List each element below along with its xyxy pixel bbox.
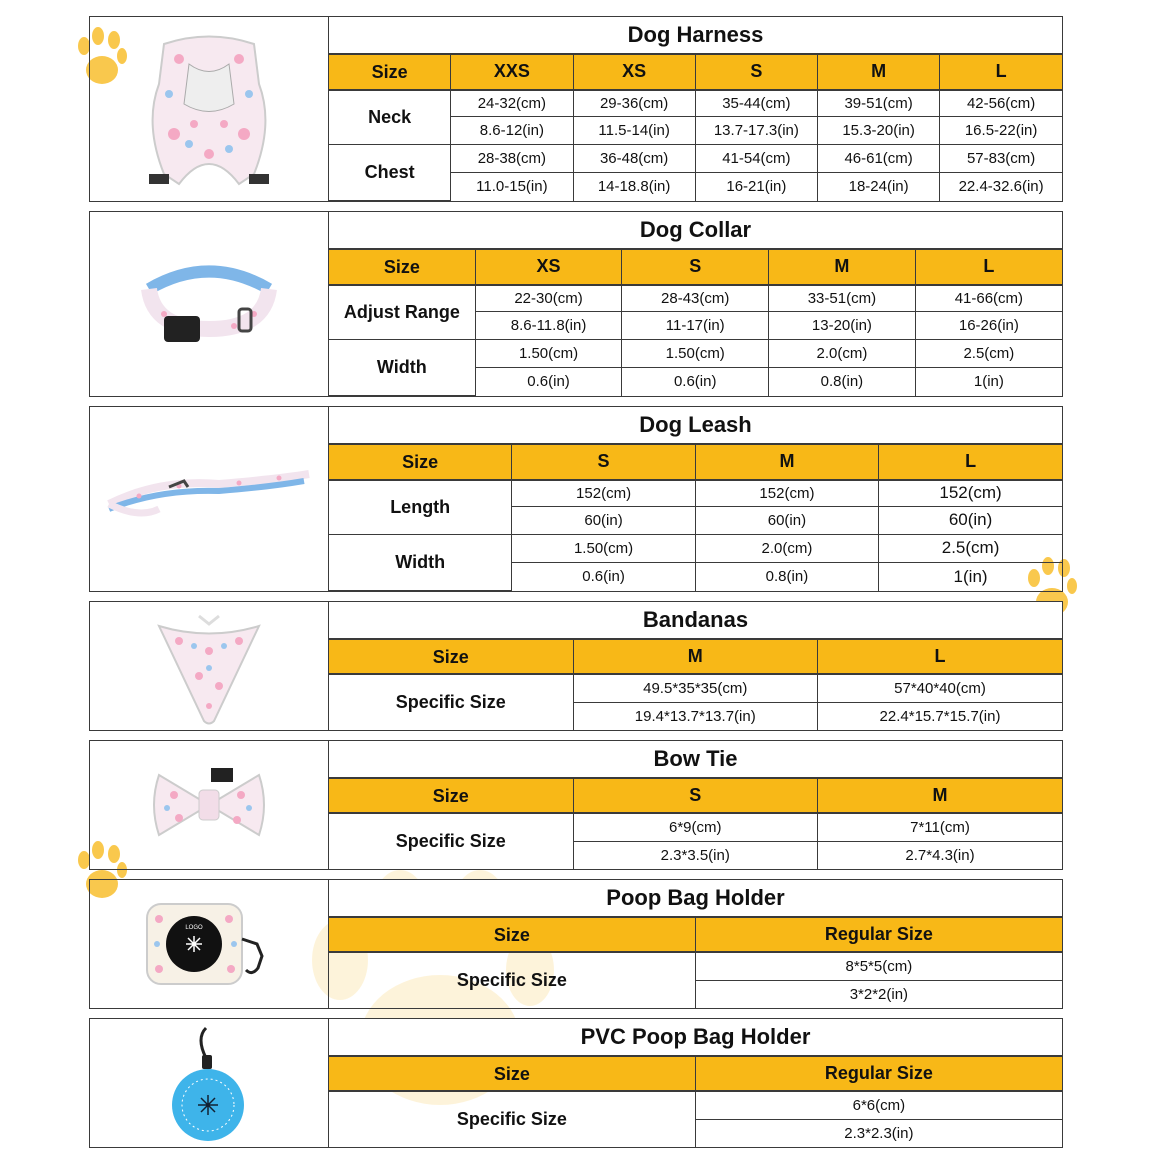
value-cell: 2.0(cm) (695, 534, 878, 562)
size-header: Size (329, 54, 451, 89)
size-m: M (818, 54, 940, 89)
size-m: M (769, 249, 916, 284)
harness-size-table (328, 17, 1062, 201)
value-cell: 41-66(cm) (915, 285, 1062, 312)
value-cell: 28-38(cm) (451, 144, 573, 172)
leash-image-cell (90, 407, 329, 591)
size-m: M (818, 778, 1063, 813)
bowtie-size-table (328, 741, 1062, 870)
section-title: Bow Tie (329, 741, 1063, 778)
row-label: Specific Size (329, 952, 696, 1008)
bowtie-image (149, 760, 269, 850)
size-s: S (573, 778, 818, 813)
bandana-image-cell (90, 602, 329, 730)
row-label: Specific Size (329, 813, 574, 869)
value-cell: 1(in) (879, 562, 1062, 590)
leash-section (89, 406, 1063, 592)
collar-size-table (328, 212, 1062, 396)
value-cell: 0.6(in) (622, 367, 769, 395)
size-header: Size (329, 249, 476, 284)
section-title: Poop Bag Holder (329, 880, 1063, 917)
size-s: S (512, 444, 695, 479)
size-l: L (915, 249, 1062, 284)
value-cell: 60(in) (879, 507, 1062, 534)
value-cell: 13-20(in) (769, 312, 916, 339)
section-title: Dog Leash (329, 407, 1063, 444)
value-cell: 14-18.8(in) (573, 172, 695, 200)
value-cell: 46-61(cm) (818, 144, 940, 172)
row-label: Specific Size (329, 674, 574, 730)
value-cell: 22-30(cm) (475, 285, 622, 312)
value-cell: 39-51(cm) (818, 90, 940, 117)
value-cell: 16-21(in) (695, 172, 817, 200)
size-header: Size (329, 917, 696, 952)
value-cell: 2.0(cm) (769, 339, 916, 367)
size-header: Size (329, 444, 512, 479)
value-cell: 8*5*5(cm) (695, 952, 1062, 980)
size-xs: XS (475, 249, 622, 284)
leash-size-table (328, 407, 1062, 591)
poopbag-image-cell (90, 880, 329, 1008)
value-cell: 33-51(cm) (769, 285, 916, 312)
value-cell: 24-32(cm) (451, 90, 573, 117)
pvcpoopbag-size-table (328, 1019, 1062, 1148)
bandanas-size-table (328, 602, 1062, 731)
row-label: Specific Size (329, 1091, 696, 1147)
harness-section (89, 16, 1063, 202)
value-cell: 6*6(cm) (695, 1091, 1062, 1119)
value-cell: 22.4*15.7*15.7(in) (818, 702, 1063, 730)
value-cell: 57-83(cm) (940, 144, 1062, 172)
value-cell: 42-56(cm) (940, 90, 1062, 117)
pvcpoopbag-image-cell (90, 1019, 329, 1147)
value-cell: 2.3*2.3(in) (695, 1119, 1062, 1147)
value-cell: 60(in) (695, 507, 878, 534)
size-regular: Regular Size (695, 1056, 1062, 1091)
collar-section (89, 211, 1063, 397)
value-cell: 41-54(cm) (695, 144, 817, 172)
value-cell: 0.8(in) (695, 562, 878, 590)
value-cell: 36-48(cm) (573, 144, 695, 172)
value-cell: 49.5*35*35(cm) (573, 674, 818, 702)
value-cell: 60(in) (512, 507, 695, 534)
value-cell: 152(cm) (512, 480, 695, 507)
value-cell: 1.50(cm) (622, 339, 769, 367)
pvcpoopbag-image (164, 1023, 254, 1143)
size-s: S (695, 54, 817, 89)
value-cell: 35-44(cm) (695, 90, 817, 117)
size-header: Size (329, 1056, 696, 1091)
size-m: M (573, 639, 818, 674)
value-cell: 2.7*4.3(in) (818, 841, 1063, 869)
value-cell: 16.5-22(in) (940, 117, 1062, 144)
value-cell: 57*40*40(cm) (818, 674, 1063, 702)
value-cell: 16-26(in) (915, 312, 1062, 339)
value-cell: 18-24(in) (818, 172, 940, 200)
value-cell: 152(cm) (879, 480, 1062, 507)
poopbag-size-table (328, 880, 1062, 1009)
value-cell: 13.7-17.3(in) (695, 117, 817, 144)
section-title: Bandanas (329, 602, 1063, 639)
value-cell: 8.6-11.8(in) (475, 312, 622, 339)
pvcpoopbag-section (89, 1018, 1063, 1148)
section-title: Dog Harness (329, 17, 1063, 54)
value-cell: 152(cm) (695, 480, 878, 507)
value-cell: 19.4*13.7*13.7(in) (573, 702, 818, 730)
value-cell: 7*11(cm) (818, 813, 1063, 841)
size-l: L (879, 444, 1062, 479)
value-cell: 22.4-32.6(in) (940, 172, 1062, 200)
size-s: S (622, 249, 769, 284)
size-regular: Regular Size (695, 917, 1062, 952)
value-cell: 0.8(in) (769, 367, 916, 395)
collar-image-cell (90, 212, 329, 396)
value-cell: 2.5(cm) (879, 534, 1062, 562)
bandanas-section (89, 601, 1063, 731)
value-cell: 8.6-12(in) (451, 117, 573, 144)
size-l: L (940, 54, 1062, 89)
leash-image (99, 469, 319, 529)
size-xxs: XXS (451, 54, 573, 89)
value-cell: 0.6(in) (512, 562, 695, 590)
bowtie-image-cell (90, 741, 329, 869)
logo-text: LOGO (185, 925, 203, 931)
row-label: Width (329, 339, 476, 395)
value-cell: 1.50(cm) (512, 534, 695, 562)
collar-image (134, 254, 284, 354)
poopbag-image (139, 899, 279, 989)
size-xs: XS (573, 54, 695, 89)
row-label: Length (329, 480, 512, 534)
value-cell: 1.50(cm) (475, 339, 622, 367)
value-cell: 15.3-20(in) (818, 117, 940, 144)
row-label: Width (329, 534, 512, 590)
bowtie-section (89, 740, 1063, 870)
size-header: Size (329, 778, 574, 813)
size-l: L (818, 639, 1063, 674)
row-label: Chest (329, 144, 451, 200)
bandana-image (154, 606, 264, 726)
row-label: Neck (329, 90, 451, 144)
value-cell: 11.5-14(in) (573, 117, 695, 144)
value-cell: 6*9(cm) (573, 813, 818, 841)
value-cell: 29-36(cm) (573, 90, 695, 117)
size-header: Size (329, 639, 574, 674)
section-title: Dog Collar (329, 212, 1063, 249)
harness-image-cell (90, 17, 329, 201)
value-cell: 11.0-15(in) (451, 172, 573, 200)
poopbag-section (89, 879, 1063, 1009)
row-label: Adjust Range (329, 285, 476, 339)
value-cell: 0.6(in) (475, 367, 622, 395)
harness-image (134, 24, 284, 194)
value-cell: 28-43(cm) (622, 285, 769, 312)
value-cell: 11-17(in) (622, 312, 769, 339)
value-cell: 3*2*2(in) (695, 980, 1062, 1008)
section-title: PVC Poop Bag Holder (329, 1019, 1063, 1056)
value-cell: 2.5(cm) (915, 339, 1062, 367)
value-cell: 1(in) (915, 367, 1062, 395)
size-m: M (695, 444, 878, 479)
value-cell: 2.3*3.5(in) (573, 841, 818, 869)
